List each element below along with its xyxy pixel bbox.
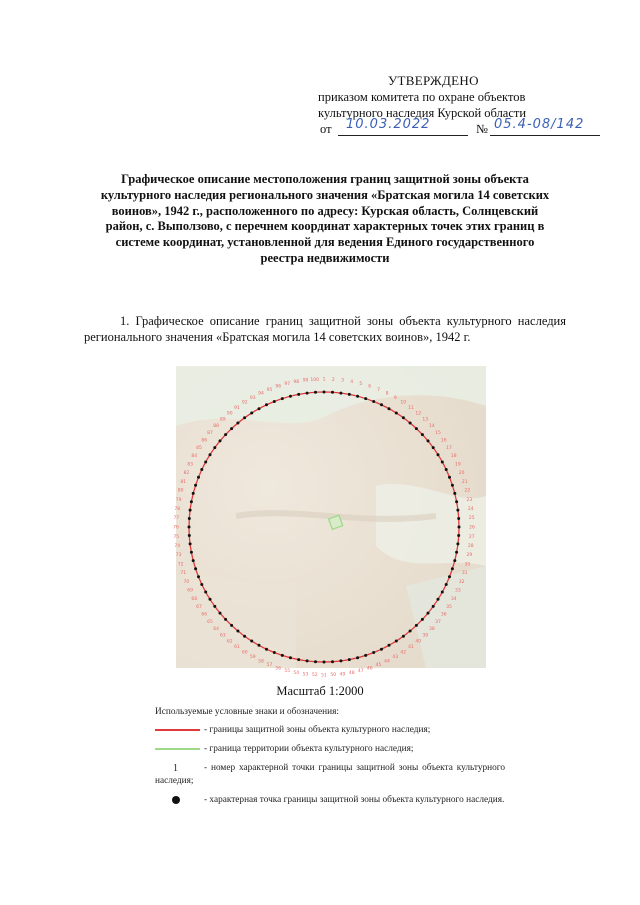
point-number-label: 82 — [183, 471, 190, 476]
point-number-label: 73 — [175, 553, 182, 559]
boundary-point — [188, 517, 191, 520]
boundary-point — [457, 517, 460, 520]
point-number-label: 76 — [173, 525, 179, 531]
point-number-label: 80 — [177, 488, 184, 494]
boundary-point — [380, 403, 383, 406]
point-number-label: 77 — [173, 516, 180, 522]
boundary-point — [213, 446, 216, 449]
point-number-label: 62 — [226, 639, 233, 645]
point-number-label: 75 — [173, 534, 180, 540]
point-number-label: 91 — [234, 405, 240, 411]
boundary-point — [364, 654, 367, 657]
boundary-point — [415, 427, 418, 430]
boundary-point — [441, 461, 444, 464]
point-number-label: 26 — [469, 525, 475, 531]
point-number-label: 6 — [368, 384, 372, 390]
point-number-label: 99 — [302, 378, 309, 384]
boundary-point — [348, 393, 351, 396]
boundary-point — [323, 661, 326, 664]
point-number-label: 24 — [467, 507, 474, 512]
point-number-label: 42 — [400, 650, 407, 656]
legend-item-text: - граница территории объекта культурного наследия; — [204, 744, 414, 754]
point-number-label: 72 — [177, 562, 184, 568]
legend-item-text: - характерная точка границы защитной зоны объекта культурного наследия. — [204, 795, 505, 805]
number-underline — [490, 135, 600, 136]
point-number-label: 13 — [422, 417, 429, 423]
point-number-label: 10 — [400, 400, 407, 406]
point-number-label: 78 — [174, 507, 181, 512]
boundary-point — [456, 509, 459, 512]
point-number-label: 38 — [429, 626, 435, 632]
point-number-label: 4 — [350, 380, 354, 386]
point-number-label: 67 — [196, 604, 202, 610]
boundary-point — [273, 400, 276, 403]
point-number-label: 15 — [435, 431, 441, 437]
boundary-point — [409, 630, 412, 633]
point-number-label: 12 — [415, 411, 422, 417]
handwritten-number: 05.4-08/142 — [494, 117, 585, 132]
boundary-point — [451, 484, 454, 487]
boundary-point — [224, 433, 227, 436]
boundary-point — [432, 605, 435, 608]
point-number-label: 50 — [330, 673, 337, 679]
point-number-label: 52 — [311, 673, 318, 679]
boundary-point — [204, 461, 207, 464]
boundary-point — [190, 500, 193, 503]
boundary-point — [230, 624, 233, 627]
point-number-label: 53 — [302, 672, 309, 678]
point-number-label: 14 — [429, 424, 435, 430]
point-number-label: 19 — [455, 462, 461, 468]
point-number-label: 20 — [458, 471, 465, 476]
point-number-label: 34 — [450, 596, 457, 602]
legend-heading: Используемые условные знаки и обозначения: — [155, 707, 339, 717]
point-number-label: 86 — [201, 438, 208, 444]
boundary-point — [456, 542, 459, 545]
boundary-point — [458, 526, 461, 529]
green-line-icon — [155, 748, 200, 750]
point-number-label: 7 — [377, 387, 380, 393]
boundary-point — [356, 656, 359, 659]
boundary-point — [331, 391, 334, 394]
point-number-label: 27 — [468, 534, 475, 540]
boundary-point — [388, 644, 391, 647]
point-number-label: 2 — [331, 377, 335, 383]
boundary-point — [306, 659, 309, 662]
legend-item-text: - номер характерной точки границы защитной зоны объекта культурного наследия; — [155, 763, 505, 786]
point-number-label: 93 — [249, 395, 256, 401]
boundary-point — [194, 484, 197, 487]
point-number-label: 57 — [266, 663, 273, 669]
boundary-point — [356, 395, 359, 398]
boundary-point — [188, 526, 191, 529]
boundary-point — [192, 559, 195, 562]
point-number-label: 43 — [392, 655, 399, 661]
boundary-point — [190, 551, 193, 554]
boundary-point — [455, 551, 458, 554]
point-number-label: 68 — [191, 596, 198, 602]
point-number-label: 83 — [187, 462, 193, 468]
boundary-point — [243, 416, 246, 419]
boundary-point — [219, 439, 222, 442]
point-number-label: 36 — [440, 612, 447, 618]
boundary-point — [200, 583, 203, 586]
boundary-point — [209, 598, 212, 601]
point-number-label: 66 — [201, 612, 208, 618]
point-number-label: 48 — [348, 670, 355, 676]
boundary-point — [192, 492, 195, 495]
boundary-map — [173, 366, 486, 679]
point-number-label: 59 — [249, 655, 256, 661]
legend-item — [155, 762, 505, 788]
point-number-label: 58 — [258, 659, 264, 665]
point-number-label: 94 — [258, 391, 264, 397]
point-number-label: 74 — [174, 544, 181, 549]
point-number-label: 81 — [180, 479, 187, 485]
boundary-point — [243, 635, 246, 638]
point-number-label: 54 — [293, 670, 300, 676]
point-number-label: 64 — [213, 626, 219, 632]
boundary-point — [445, 468, 448, 471]
point-number-label: 41 — [408, 645, 414, 651]
boundary-point — [281, 654, 284, 657]
boundary-point — [258, 407, 261, 410]
point-number-label: 35 — [446, 604, 452, 610]
point-number-label: 29 — [466, 553, 473, 559]
boundary-point — [421, 618, 424, 621]
boundary-point — [457, 534, 460, 537]
boundary-point — [339, 659, 342, 662]
map-scale: Масштаб 1:2000 — [276, 684, 364, 698]
boundary-point — [395, 640, 398, 643]
boundary-point — [453, 492, 456, 495]
point-number-label: 55 — [284, 668, 291, 674]
point-number-label: 9 — [393, 395, 397, 401]
boundary-point — [213, 605, 216, 608]
point-number-label: 61 — [234, 645, 240, 651]
point-number-label: 23 — [466, 497, 473, 503]
boundary-point — [297, 393, 300, 396]
boundary-point — [364, 397, 367, 400]
boundary-point — [372, 400, 375, 403]
point-number-label: 85 — [196, 446, 202, 452]
boundary-point — [189, 542, 192, 545]
boundary-point — [432, 446, 435, 449]
approval-block — [318, 72, 608, 139]
boundary-point — [331, 660, 334, 663]
legend-item-text: - границы защитной зоны объекта культурного наследия; — [204, 725, 431, 735]
boundary-point — [230, 427, 233, 430]
boundary-point — [409, 422, 412, 425]
point-number-label: 90 — [226, 411, 233, 417]
boundary-point — [265, 403, 268, 406]
point-number-label: 96 — [275, 384, 282, 390]
boundary-point — [441, 591, 444, 594]
boundary-map-svg — [173, 366, 486, 679]
point-number-label: 5 — [359, 382, 363, 388]
boundary-point — [415, 624, 418, 627]
legend-item — [155, 724, 505, 737]
point-number-label: 37 — [435, 619, 441, 625]
point-number-label: 95 — [266, 387, 273, 393]
boundary-point — [402, 635, 405, 638]
point-number-label: 63 — [219, 633, 226, 639]
point-number-label: 56 — [275, 666, 282, 672]
point-number-label: 92 — [241, 400, 248, 406]
point-number-label: 79 — [175, 497, 182, 503]
point-number-label: 17 — [446, 446, 452, 452]
black-dot-icon — [172, 796, 180, 804]
boundary-point — [453, 559, 456, 562]
point-number-label: 28 — [467, 544, 474, 549]
point-number-label: 84 — [191, 454, 198, 460]
date-underline — [338, 135, 468, 136]
boundary-point — [455, 500, 458, 503]
boundary-point — [427, 439, 430, 442]
boundary-point — [445, 583, 448, 586]
boundary-point — [339, 392, 342, 395]
point-number-label: 65 — [207, 619, 213, 625]
boundary-point — [236, 630, 239, 633]
boundary-point — [209, 453, 212, 456]
point-number-label: 1 — [322, 377, 326, 383]
point-number-label: 8 — [385, 391, 389, 397]
legend-item — [155, 794, 505, 807]
legend — [155, 706, 505, 813]
number-label: № — [476, 122, 488, 136]
boundary-point — [236, 422, 239, 425]
point-number-label: 31 — [461, 571, 468, 577]
boundary-point — [314, 660, 317, 663]
boundary-point — [297, 658, 300, 661]
point-number-label: 88 — [213, 424, 219, 430]
boundary-point — [427, 612, 430, 615]
point-number-label: 60 — [241, 650, 248, 656]
boundary-point — [289, 395, 292, 398]
boundary-point — [437, 453, 440, 456]
boundary-point — [197, 476, 200, 479]
from-label: от — [320, 122, 332, 136]
point-number-label: 45 — [375, 663, 382, 669]
point-number-symbol: 1 — [173, 763, 178, 774]
boundary-point — [372, 651, 375, 654]
boundary-point — [250, 640, 253, 643]
boundary-point — [448, 575, 451, 578]
legend-item — [155, 743, 505, 756]
point-number-label: 30 — [464, 562, 471, 568]
boundary-point — [200, 468, 203, 471]
boundary-point — [204, 591, 207, 594]
boundary-point — [348, 658, 351, 661]
point-number-label: 46 — [366, 666, 373, 672]
point-number-label: 87 — [207, 431, 213, 437]
point-number-label: 16 — [440, 438, 447, 444]
boundary-point — [188, 534, 191, 537]
boundary-point — [323, 391, 326, 394]
boundary-point — [314, 391, 317, 394]
point-number-label: 98 — [293, 380, 300, 386]
boundary-point — [395, 412, 398, 415]
boundary-point — [437, 598, 440, 601]
point-number-label: 100 — [310, 377, 319, 383]
point-number-label: 22 — [464, 488, 471, 494]
boundary-point — [265, 648, 268, 651]
point-number-label: 44 — [384, 659, 390, 665]
boundary-point — [273, 651, 276, 654]
boundary-point — [189, 509, 192, 512]
document-title: Графическое описание местоположения границ защитной зоны объекта культурного наследия регионального значения «Братская могила 14 советских воинов», 1942 г., расположенного по адресу: Курская область, Солнцевский район, с. Выползово, с перечнем координат характерных точек этих границ в системе координат, установленной для ведения Единого государственного реестра недвижимости — [100, 172, 550, 265]
handwritten-date: 10.03.2022 — [346, 117, 431, 132]
approval-heading: УТВЕРЖДЕНО — [388, 73, 479, 88]
boundary-point — [289, 656, 292, 659]
boundary-point — [306, 392, 309, 395]
point-number-label: 33 — [455, 588, 461, 594]
point-number-label: 32 — [458, 580, 465, 585]
boundary-point — [448, 476, 451, 479]
boundary-point — [258, 644, 261, 647]
boundary-point — [421, 433, 424, 436]
boundary-point — [402, 416, 405, 419]
boundary-point — [197, 575, 200, 578]
red-line-icon — [155, 729, 200, 731]
point-number-label: 21 — [461, 479, 468, 485]
approval-line-2: культурного наследия Курской области — [318, 106, 527, 120]
point-number-label: 51 — [321, 673, 327, 679]
boundary-point — [219, 612, 222, 615]
approval-date-row — [318, 117, 608, 139]
point-number-label: 97 — [284, 382, 291, 388]
point-number-label: 40 — [415, 639, 422, 645]
boundary-point — [380, 648, 383, 651]
point-number-label: 39 — [422, 633, 429, 639]
point-number-label: 3 — [341, 378, 344, 384]
point-number-label: 11 — [408, 405, 414, 411]
approval-line-1: приказом комитета по охране объектов — [318, 90, 526, 104]
point-number-label: 69 — [187, 588, 193, 594]
point-number-label: 47 — [357, 668, 364, 674]
point-number-label: 70 — [183, 580, 190, 585]
point-number-label: 49 — [339, 672, 346, 678]
boundary-point — [224, 618, 227, 621]
point-number-label: 89 — [219, 417, 226, 423]
boundary-point — [194, 567, 197, 570]
boundary-point — [451, 567, 454, 570]
point-number-label: 18 — [450, 454, 457, 460]
boundary-point — [281, 397, 284, 400]
boundary-point — [250, 412, 253, 415]
boundary-point — [388, 407, 391, 410]
section-1-text: 1. Графическое описание границ защитной зоны объекта культурного наследия регионального значения «Братская могила 14 советских воинов», 1942 г. — [84, 314, 566, 344]
point-number-label: 25 — [468, 516, 475, 522]
point-number-label: 71 — [180, 571, 187, 577]
